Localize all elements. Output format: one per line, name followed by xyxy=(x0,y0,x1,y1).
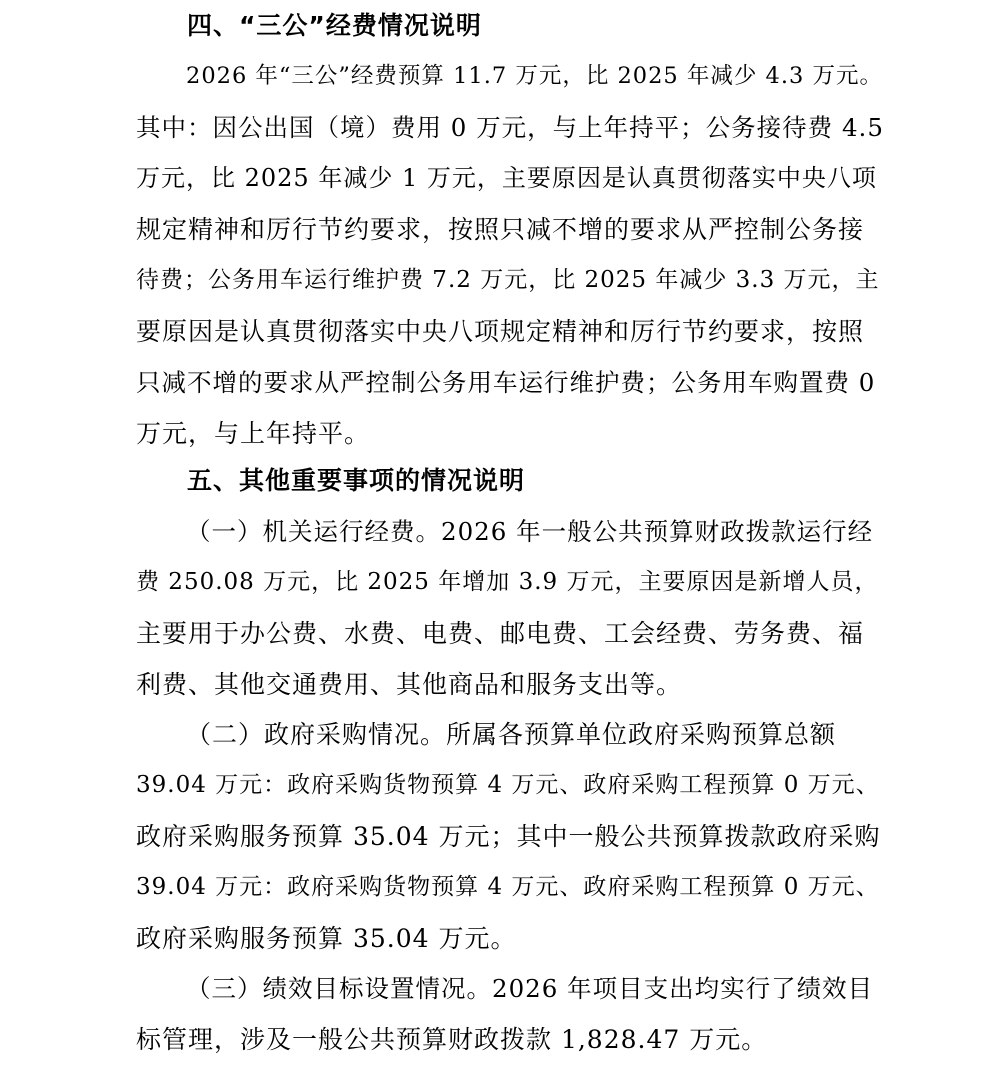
paragraph-line: 主要用于办公费、水费、电费、邮电费、工会经费、劳务费、福 xyxy=(136,619,865,648)
section-4-heading: 四、“三公”经费情况说明 xyxy=(187,11,482,40)
paragraph-line: （三）绩效目标设置情况。2026 年项目支出均实行了绩效目 xyxy=(186,974,874,1003)
paragraph-line: 规定精神和厉行节约要求，按照只减不增的要求从严控制公务接 xyxy=(136,215,865,244)
section-4-paragraph xyxy=(136,51,886,459)
paragraph-line: 39.04 万元：政府采购货物预算 4 万元、政府采购工程预算 0 万元、 xyxy=(136,772,880,798)
paragraph-line: 待费；公务用车运行维护费 7.2 万元，比 2025 年减少 3.3 万元，主 xyxy=(136,267,880,293)
paragraph-line: 政府采购服务预算 35.04 万元；其中一般公共预算拨款政府采购 xyxy=(136,822,881,851)
paragraph-line: 2026 年“三公”经费预算 11.7 万元，比 2025 年减少 4.3 万元。 xyxy=(186,63,883,89)
subsection-2-paragraph xyxy=(136,709,886,964)
paragraph-line: 万元，与上年持平。 xyxy=(136,419,371,448)
subsection-1-paragraph xyxy=(136,506,886,710)
paragraph-line: 标管理，涉及一般公共预算财政拨款 1,828.47 万元。 xyxy=(136,1025,768,1054)
paragraph-line: 政府采购服务预算 35.04 万元。 xyxy=(136,924,517,953)
paragraph-line: 只减不增的要求从严控制公务用车运行维护费；公务用车购置费 0 xyxy=(136,368,876,397)
section-5-heading: 五、其他重要事项的情况说明 xyxy=(187,466,526,495)
paragraph-line: 39.04 万元：政府采购货物预算 4 万元、政府采购工程预算 0 万元、 xyxy=(136,874,880,900)
paragraph-line: （一）机关运行经费。2026 年一般公共预算财政拨款运行经 xyxy=(186,517,874,546)
paragraph-line: 费 250.08 万元，比 2025 年增加 3.9 万元，主要原因是新增人员， xyxy=(136,569,879,595)
paragraph-line: 其中：因公出国（境）费用 0 万元，与上年持平；公务接待费 4.5 xyxy=(136,113,884,142)
paragraph-line: 要原因是认真贯彻落实中央八项规定精神和厉行节约要求，按照 xyxy=(136,317,865,346)
paragraph-line: 万元，比 2025 年减少 1 万元，主要原因是认真贯彻落实中央八项 xyxy=(136,164,877,192)
subsection-3-paragraph xyxy=(136,963,886,1065)
paragraph-line: 利费、其他交通费用、其他商品和服务支出等。 xyxy=(136,670,683,699)
paragraph-line: （二）政府采购情况。所属各预算单位政府采购预算总额 xyxy=(186,720,837,749)
